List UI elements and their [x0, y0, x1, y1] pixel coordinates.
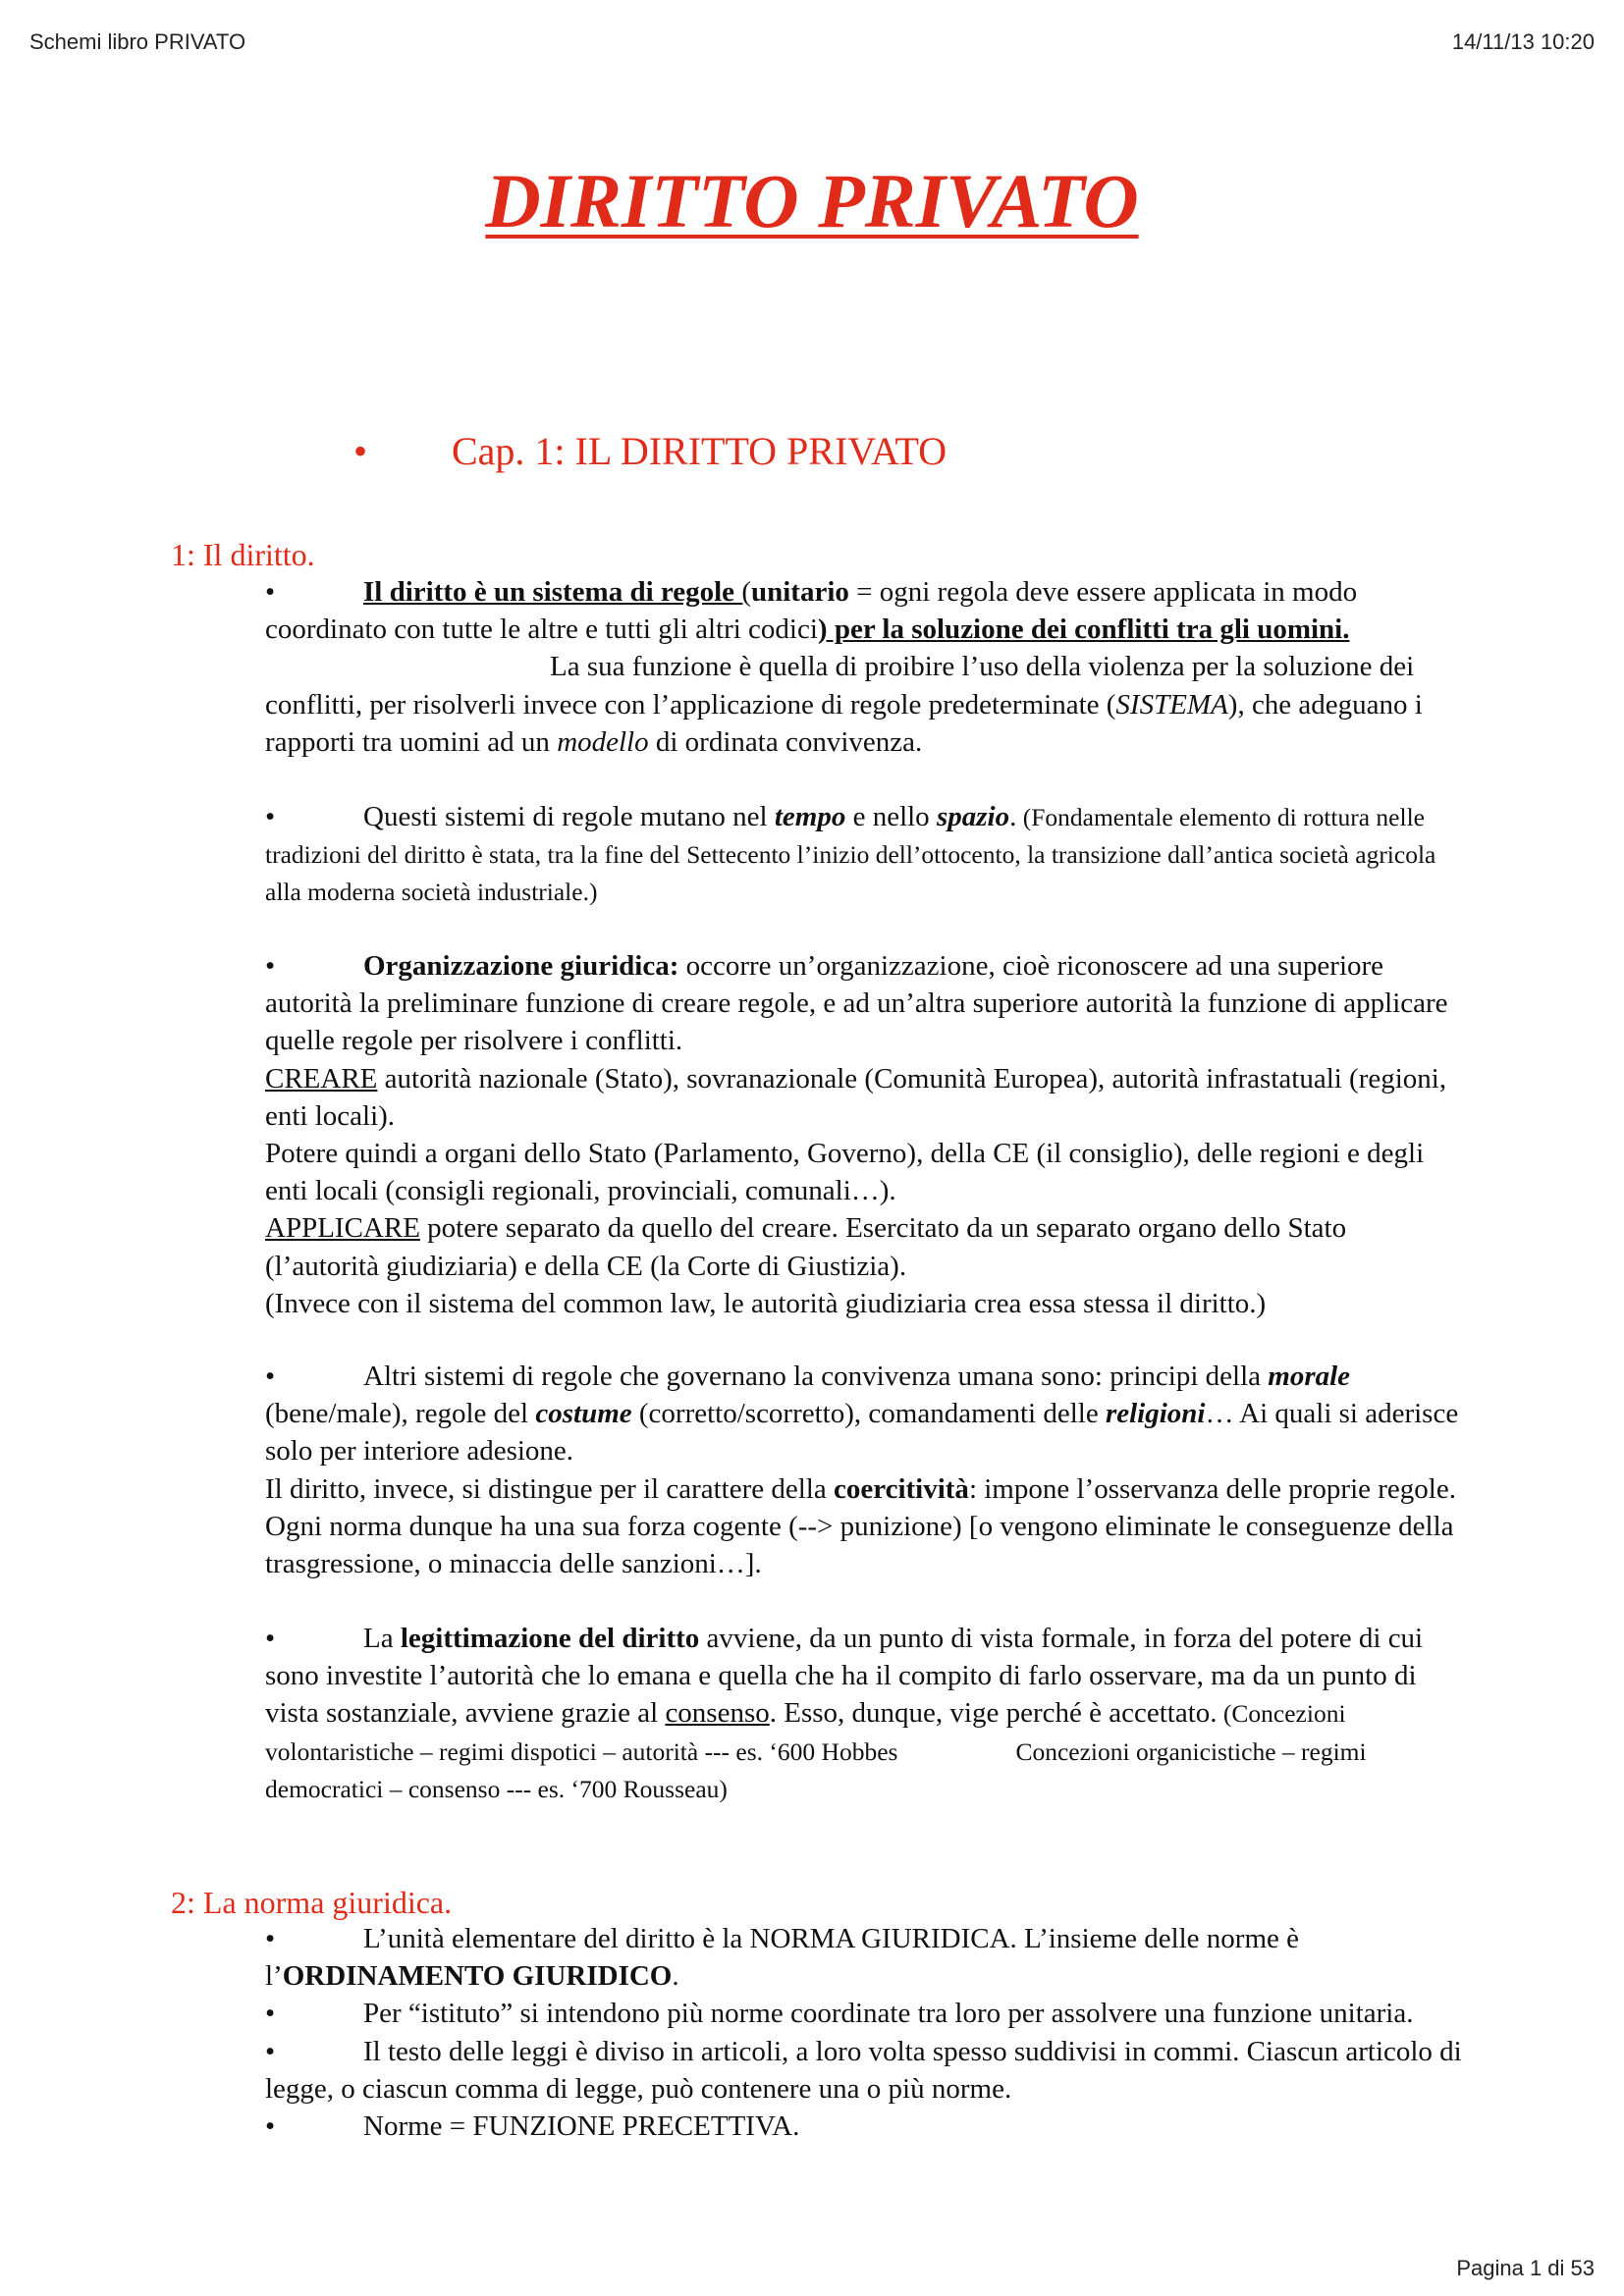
paragraph-legittimazione: • La legittimazione del diritto avviene, da un punto di vista formale, in forza del potere di cui sono investite l’autorità che lo emana e quella che ha il compito di farlo osservare, ma da un punto di vista sostanziale, avviene grazie al consenso. Esso, dunque, vige perché è accettato. (Concezioni volontaristiche – regimi dispotici – autorità --- es. ‘600 Hobbes Concezioni organicistiche – regimi democratici – consenso --- es. ‘700 Rousseau): [265, 1620, 1463, 1807]
bullet-icon: •: [265, 950, 276, 982]
bullet-icon: •: [265, 1998, 276, 2030]
chapter-title: Cap. 1: IL DIRITTO PRIVATO: [452, 429, 947, 473]
bullet-icon: •: [265, 2110, 276, 2143]
chapter-heading: [353, 428, 947, 474]
page-title: DIRITTO PRIVATO: [485, 158, 1139, 243]
bullet-icon: •: [265, 1623, 276, 1654]
section-heading-1: 1: Il diritto.: [171, 537, 315, 572]
paragraph-altri-sistemi: • Altri sistemi di regole che governano la convivenza umana sono: principi della morale (bene/male), regole del costume (corretto/scorretto), comandamenti delle religioni… Ai quali si aderisce solo per interiore adesione. Il diritto, invece, si distingue per il carattere della coercitività: impone l’osservanza delle proprie regole. Ogni norma dunque ha una sua forza cogente (--> punizione) [o vengono eliminate le conseguenze della trasgressione, o minaccia delle sanzioni…].: [265, 1358, 1463, 1582]
bullet-icon: •: [265, 1361, 276, 1392]
bullet-icon: •: [353, 429, 368, 473]
paragraph-norma-giuridica: • L’unità elementare del diritto è la NORMA GIURIDICA. L’insieme delle norme è l’ORDINAMENTO GIURIDICO. • Per “istituto” si intendono più norme coordinate tra loro per assolvere una funzione unitaria. • Il testo delle leggi è diviso in articoli, a loro volta spesso suddivisi in commi. Ciascun articolo di legge, o ciascun comma di legge, può contenere una o più norme. • Norme = FUNZIONE PRECETTIVA.: [265, 1920, 1463, 2145]
header-timestamp: 14/11/13 10:20: [1451, 29, 1595, 54]
header-document-title: Schemi libro PRIVATO: [29, 29, 246, 54]
section-heading-2: 2: La norma giuridica.: [171, 1885, 453, 1920]
bullet-icon: •: [265, 801, 276, 832]
bullet-icon: •: [265, 576, 276, 608]
paragraph-organizzazione-giuridica: • Organizzazione giuridica: occorre un’organizzazione, cioè riconoscere ad una superiore autorità la preliminare funzione di creare regole, e ad un’altra superiore autorità la funzione di applicare quelle regole per risolvere i conflitti. CREARE autorità nazionale (Stato), sovranazionale (Comunità Europea), autorità infrastatuali (regioni, enti locali). Potere quindi a organi dello Stato (Parlamento, Governo), della CE (il consiglio), delle regioni e degli enti locali (consigli regionali, provinciali, comunali…). APPLICARE potere separato da quello del creare. Esercitato da un separato organo dello Stato (l’autorità giudiziaria) e della CE (la Corte di Giustizia). (Invece con il sistema del common law, le autorità giudiziaria crea essa stessa il diritto.): [265, 947, 1463, 1322]
footer-page-number: Pagina 1 di 53: [1456, 2256, 1595, 2280]
bullet-icon: •: [265, 2035, 276, 2067]
paragraph-diritto-definizione: • Il diritto è un sistema di regole (unitario = ogni regola deve essere applicata in modo coordinato con tutte le altre e tutti gli altri codici) per la soluzione dei conflitti tra gli uomini.La sua funzione è quella di proibire l’uso della violenza per la soluzione dei conflitti, per risolverli invece con l’applicazione di regole predeterminate (SISTEMA), che adeguano i rapporti tra uomini ad un modello di ordinata convivenza.: [265, 573, 1463, 761]
paragraph-tempo-spazio: • Questi sistemi di regole mutano nel tempo e nello spazio. (Fondamentale elemento di rottura nelle tradizioni del diritto è stata, tra la fine del Settecento l’inizio dell’ottocento, la transizione dall’antica società agricola alla moderna società industriale.): [265, 798, 1463, 911]
bullet-icon: •: [265, 1923, 276, 1954]
